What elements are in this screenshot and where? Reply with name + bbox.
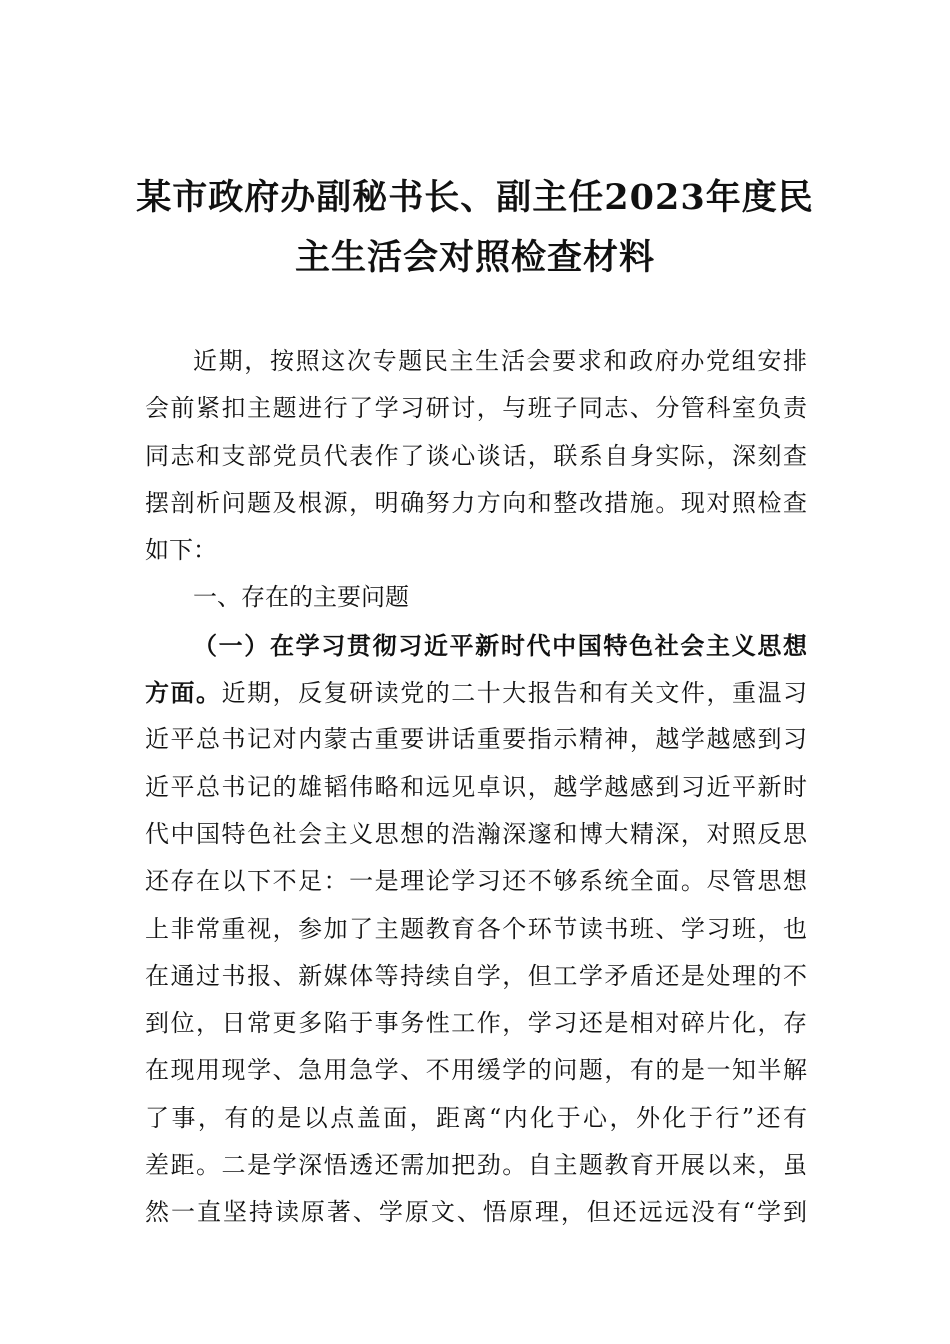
paragraph-line-text: 近期，反复研读党的二十大报告和有关文件，重温习: [221, 679, 808, 708]
paragraph-line: 上非常重视，参加了主题教育各个环节读书班、学习班，也: [145, 914, 807, 943]
paragraph-line: 近平总书记的雄韬伟略和远见卓识，越学越感到习近平新时: [145, 772, 807, 801]
intro-line: 如下：: [145, 536, 217, 565]
subsection-1-heading-end: 方面。: [145, 678, 222, 708]
document-body: [145, 338, 807, 1237]
paragraph-line: 代中国特色社会主义思想的浩瀚深邃和博大精深，对照反思: [145, 819, 807, 848]
paragraph-line: 然一直坚持读原著、学原文、悟原理，但还远远没有“学到: [145, 1198, 807, 1227]
intro-line: 近期，按照这次专题民主生活会要求和政府办党组安排: [193, 347, 807, 375]
subsection-1-paragraph: [145, 622, 807, 1237]
subsection-1-heading: （一）在学习贯彻习近平新时代中国特色社会主义思想: [193, 630, 807, 660]
paragraph-line: 差距。二是学深悟透还需加把劲。自主题教育开展以来，虽: [145, 1151, 807, 1180]
intro-line: 摆剖析问题及根源，明确努力方向和整改措施。现对照检查: [145, 488, 807, 517]
intro-line: 同志和支部党员代表作了谈心谈话，联系自身实际，深刻查: [145, 441, 807, 470]
paragraph-line: 近平总书记对内蒙古重要讲话重要指示精神，越学越感到习: [145, 725, 807, 754]
title-line-2: 主生活会对照检查材料: [294, 237, 655, 278]
paragraph-line: [145, 669, 807, 716]
paragraph-line: 到位，日常更多陷于事务性工作，学习还是相对碎片化，存: [145, 1009, 807, 1038]
paragraph-line: 还存在以下不足：一是理论学习还不够系统全面。尽管思想: [145, 867, 807, 896]
intro-line: 会前紧扣主题进行了学习研讨，与班子同志、分管科室负责: [145, 394, 807, 423]
section-heading: 一、存在的主要问题: [193, 583, 409, 612]
paragraph-line: 了事，有的是以点盖面，距离“内化于心，外化于行”还有: [145, 1103, 807, 1132]
paragraph-line: 在通过书报、新媒体等持续自学，但工学矛盾还是处理的不: [145, 961, 807, 990]
title-line-1: 某市政府办副秘书长、副主任2023年度民: [136, 177, 814, 218]
paragraph-line: 在现用现学、急用急学、不用缓学的问题，有的是一知半解: [145, 1056, 807, 1085]
intro-paragraph: [145, 338, 807, 574]
document-title: [120, 168, 830, 288]
